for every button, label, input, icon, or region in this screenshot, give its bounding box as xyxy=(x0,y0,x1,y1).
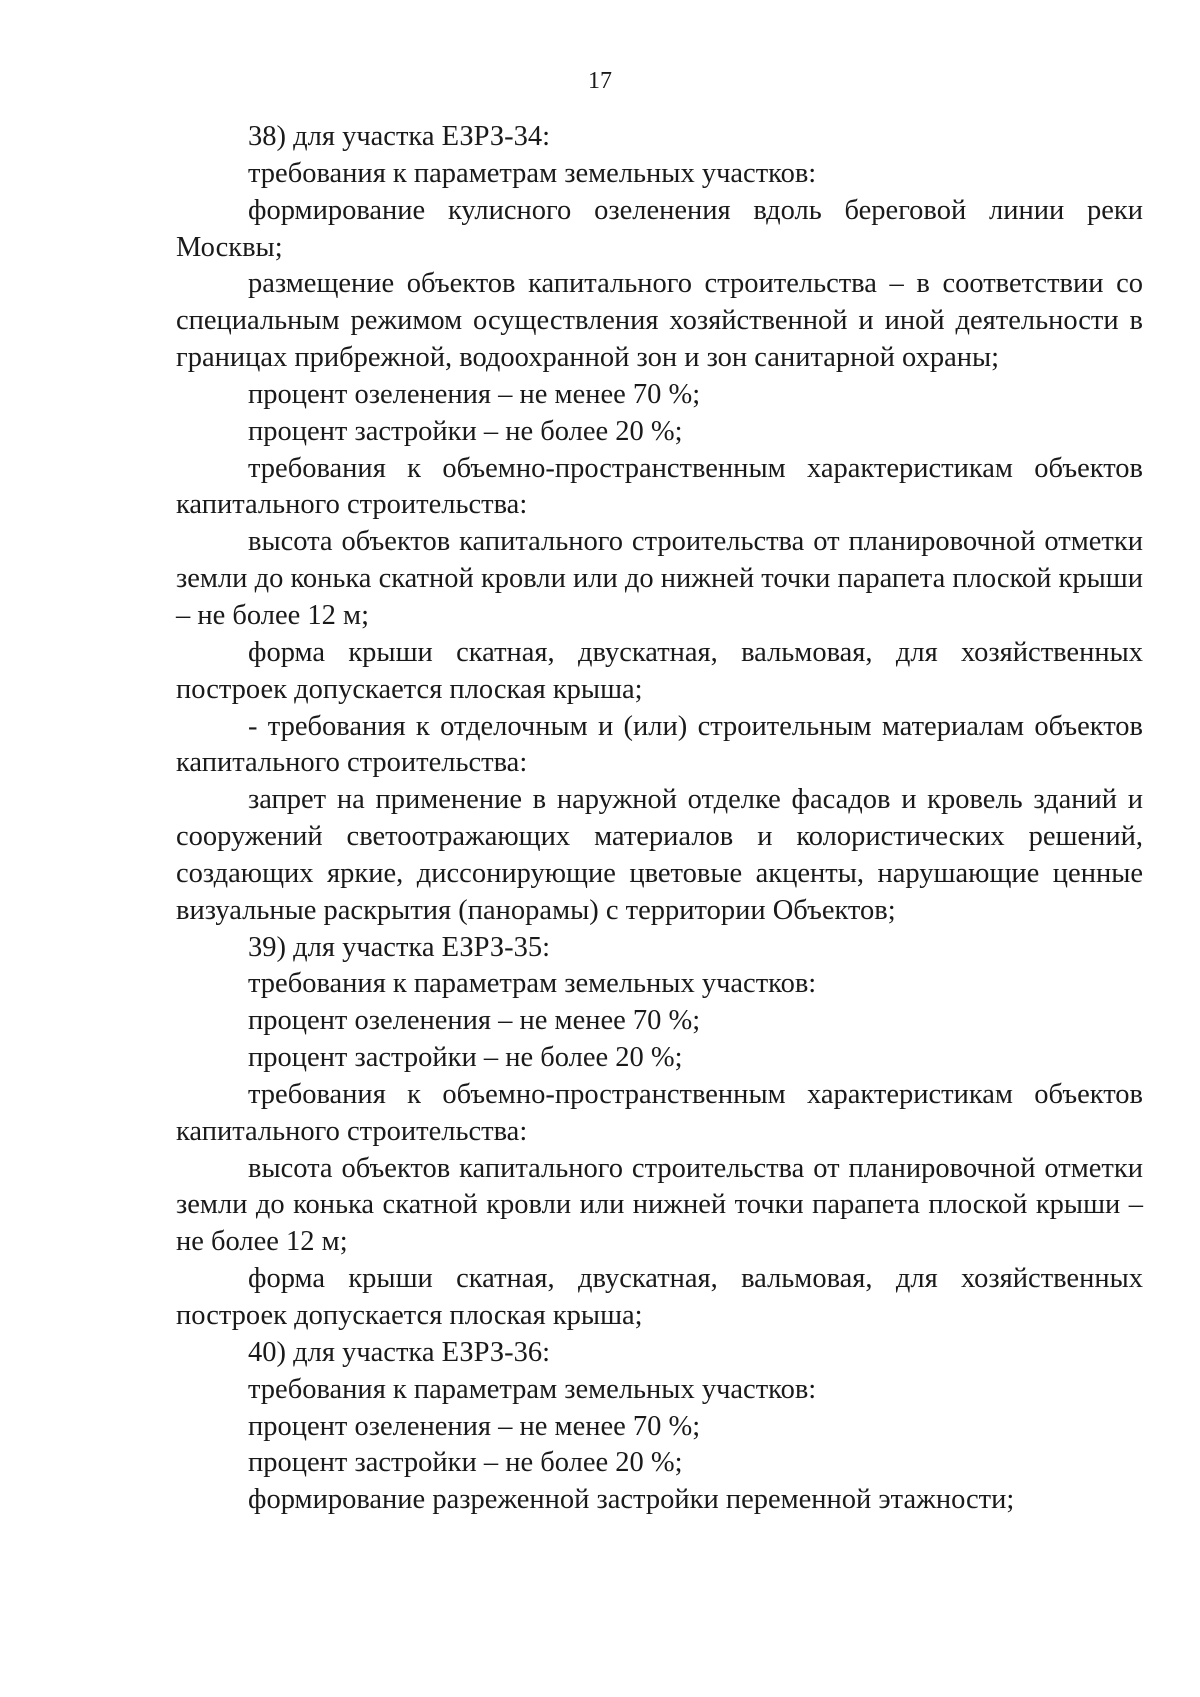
paragraph-building-percent: процент застройки – не более 20 %; xyxy=(248,415,683,447)
section-39-heading: 39) для участка ЕЗРЗ-35: xyxy=(248,931,551,963)
document-body xyxy=(176,119,1143,1519)
paragraph-greening-percent: процент озеленения – не менее 70 %; xyxy=(248,1410,701,1442)
paragraph-construction-placement: размещение объектов капитального строительства – в соответствии со специальным режимом осуществления хозяйственной и иной деятельности в границах прибрежной, водоохранной зон и зон санитарной охраны; xyxy=(176,268,1143,374)
paragraph-greening-percent: процент озеленения – не менее 70 %; xyxy=(248,1005,701,1037)
paragraph-building-height: высота объектов капитального строительства от планировочной отметки земли до конька скатной кровли или до нижней точки парапета плоской крыши – не более 12 м; xyxy=(176,526,1143,631)
land-plot-requirements-heading: требования к параметрам земельных участков: xyxy=(248,1373,817,1405)
spatial-requirements-heading: требования к объемно-пространственным характеристикам объектов капитального строительства: xyxy=(176,1078,1143,1147)
paragraph-facade-materials-ban: запрет на применение в наружной отделке фасадов и кровель зданий и сооружений светоотражающих материалов и колористических решений, создающих яркие, диссонирующие цветовые акценты, нарушающие ценные визуальные раскрытия (панорамы) с территории Объектов; xyxy=(176,784,1143,926)
spatial-requirements-heading: требования к объемно-пространственным характеристикам объектов капитального строительства: xyxy=(176,452,1143,521)
page-number: 17 xyxy=(588,68,612,94)
section-40-heading: 40) для участка ЕЗРЗ-36: xyxy=(248,1336,551,1368)
paragraph-building-height: высота объектов капитального строительства от планировочной отметки земли до конька скатной кровли или нижней точки парапета плоской крыши – не более 12 м; xyxy=(176,1152,1143,1258)
materials-requirements-heading: - требования к отделочным и (или) строительным материалам объектов капитального строительства: xyxy=(176,710,1143,779)
paragraph-roof-form: форма крыши скатная, двускатная, вальмовая, для хозяйственных построек допускается плоская крыша; xyxy=(176,636,1143,705)
paragraph-building-percent: процент застройки – не более 20 %; xyxy=(248,1447,683,1479)
land-plot-requirements-heading: требования к параметрам земельных участков: xyxy=(248,157,817,189)
paragraph-sparse-development: формирование разреженной застройки переменной этажности; xyxy=(248,1484,1015,1516)
paragraph-roof-form: форма крыши скатная, двускатная, вальмовая, для хозяйственных построек допускается плоская крыша; xyxy=(176,1263,1143,1331)
land-plot-requirements-heading: требования к параметрам земельных участков: xyxy=(248,968,817,1000)
paragraph-greening-percent: процент озеленения – не менее 70 %; xyxy=(248,378,701,410)
paragraph-riverbank-greening: формирование кулисного озеленения вдоль береговой линии реки Москвы; xyxy=(176,194,1143,263)
section-38-heading: 38) для участка ЕЗРЗ-34: xyxy=(248,121,551,152)
paragraph-building-percent: процент застройки – не более 20 %; xyxy=(248,1042,683,1074)
